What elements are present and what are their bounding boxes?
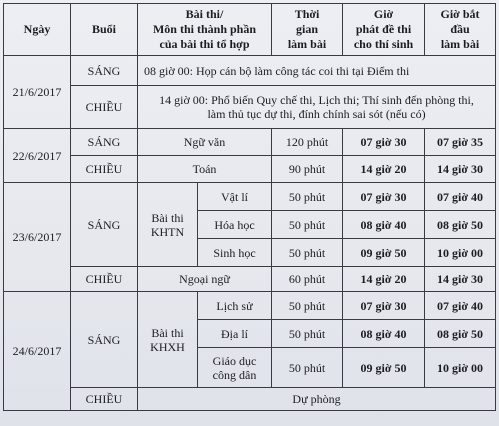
subject-cell: Ngoại ngữ xyxy=(138,267,272,292)
start-time-cell: 10 giờ 00 xyxy=(425,348,496,388)
table-row xyxy=(4,129,496,156)
start-time-cell: 14 giờ 30 xyxy=(425,156,496,183)
session-cell: CHIỀU xyxy=(71,156,138,183)
issue-time-cell: 07 giờ 30 xyxy=(343,129,425,156)
date-cell: 22/6/2017 xyxy=(4,129,71,183)
duration-cell: 50 phút xyxy=(272,183,343,211)
subject-line: Giáo dục xyxy=(212,353,257,368)
session-cell: SÁNG xyxy=(71,56,138,86)
header-gio-bat-dau-line3: làm bài xyxy=(440,37,480,51)
header-row xyxy=(4,4,496,56)
header-gio-bat-dau-line2: đầu xyxy=(450,22,470,36)
start-time-cell: 07 giờ 40 xyxy=(425,183,496,211)
subject-cell: Toán xyxy=(138,156,272,183)
subject-cell: Sinh học xyxy=(198,239,272,267)
start-time-cell: 08 giờ 50 xyxy=(425,211,496,239)
header-thoi-gian-line3: làm bài xyxy=(287,37,327,51)
note-cell: 08 giờ 00: Họp cán bộ làm công tác coi thi tại Điểm thi xyxy=(138,56,496,86)
issue-time-cell: 08 giờ 40 xyxy=(343,320,425,348)
table-row xyxy=(4,56,496,86)
issue-time-cell: 14 giờ 20 xyxy=(343,156,425,183)
session-cell: SÁNG xyxy=(71,129,138,156)
session-cell: CHIỀU xyxy=(71,86,138,129)
issue-time-cell: 07 giờ 30 xyxy=(343,292,425,320)
group-line: Bài thi xyxy=(151,210,184,225)
issue-time-cell: 09 giờ 50 xyxy=(343,239,425,267)
table-row xyxy=(4,267,496,292)
start-time-cell: 14 giờ 30 xyxy=(425,267,496,292)
start-time-cell: 08 giờ 50 xyxy=(425,320,496,348)
issue-time-cell: 08 giờ 40 xyxy=(343,211,425,239)
duration-cell: 50 phút xyxy=(272,239,343,267)
duration-cell: 50 phút xyxy=(272,211,343,239)
table-row xyxy=(4,292,496,320)
subject-line: công dân xyxy=(212,367,257,382)
note-cell: Dự phòng xyxy=(138,388,496,411)
date-cell: 21/6/2017 xyxy=(4,56,71,129)
session-cell: SÁNG xyxy=(71,292,138,388)
header-buoi: Buổi xyxy=(71,4,138,56)
table-row xyxy=(4,183,496,211)
duration-cell: 120 phút xyxy=(272,129,343,156)
header-gio-phat-de-line2: phát đề thi xyxy=(355,22,412,36)
date-cell: 24/6/2017 xyxy=(4,292,71,411)
header-gio-phat-de xyxy=(343,4,425,56)
duration-cell: 50 phút xyxy=(272,292,343,320)
table-row xyxy=(4,388,496,411)
table-row xyxy=(4,86,496,129)
header-bai-thi-line1: Bài thi/ xyxy=(185,7,224,21)
subject-cell: Địa lí xyxy=(198,320,272,348)
session-cell: CHIỀU xyxy=(71,267,138,292)
header-bai-thi-line3: của bài thi tổ hợp xyxy=(159,37,250,51)
issue-time-cell: 14 giờ 20 xyxy=(343,267,425,292)
group-line: Bài thi xyxy=(151,325,184,340)
session-cell: CHIỀU xyxy=(71,388,138,411)
issue-time-cell: 07 giờ 30 xyxy=(343,183,425,211)
group-cell xyxy=(138,183,198,267)
header-bai-thi xyxy=(138,4,272,56)
header-ngay: Ngày xyxy=(4,4,71,56)
table-row xyxy=(4,156,496,183)
group-line: KHXH xyxy=(150,339,185,354)
issue-time-cell: 09 giờ 50 xyxy=(343,348,425,388)
header-thoi-gian xyxy=(272,4,343,56)
note-line: 14 giờ 00: Phổ biến Quy chế thi, Lịch thi; Thí sinh đến phòng thi, xyxy=(159,93,474,107)
duration-cell: 50 phút xyxy=(272,348,343,388)
start-time-cell: 07 giờ 35 xyxy=(425,129,496,156)
group-cell xyxy=(138,292,198,388)
header-gio-bat-dau-line1: Giờ bắt xyxy=(440,7,480,21)
note-line: làm thủ tục dự thi, đính chính sai sót (nếu có) xyxy=(207,107,426,121)
header-bai-thi-line2: Môn thi thành phần xyxy=(152,22,257,36)
start-time-cell: 07 giờ 40 xyxy=(425,292,496,320)
header-gio-phat-de-line1: Giờ xyxy=(373,7,394,21)
header-thoi-gian-line2: gian xyxy=(296,22,319,36)
start-time-cell: 10 giờ 00 xyxy=(425,239,496,267)
group-line: KHTN xyxy=(150,224,185,239)
date-cell: 23/6/2017 xyxy=(4,183,71,292)
header-gio-phat-de-line3: cho thí sinh xyxy=(353,37,414,51)
duration-cell: 50 phút xyxy=(272,320,343,348)
duration-cell: 90 phút xyxy=(272,156,343,183)
subject-cell: Hóa học xyxy=(198,211,272,239)
header-gio-bat-dau xyxy=(425,4,496,56)
subject-cell: Vật lí xyxy=(198,183,272,211)
session-cell: SÁNG xyxy=(71,183,138,267)
subject-cell: Lịch sử xyxy=(198,292,272,320)
duration-cell: 60 phút xyxy=(272,267,343,292)
header-thoi-gian-line1: Thời xyxy=(294,7,320,21)
note-cell xyxy=(138,86,496,129)
exam-schedule-table xyxy=(3,3,496,411)
subject-cell xyxy=(198,348,272,388)
subject-cell: Ngữ văn xyxy=(138,129,272,156)
